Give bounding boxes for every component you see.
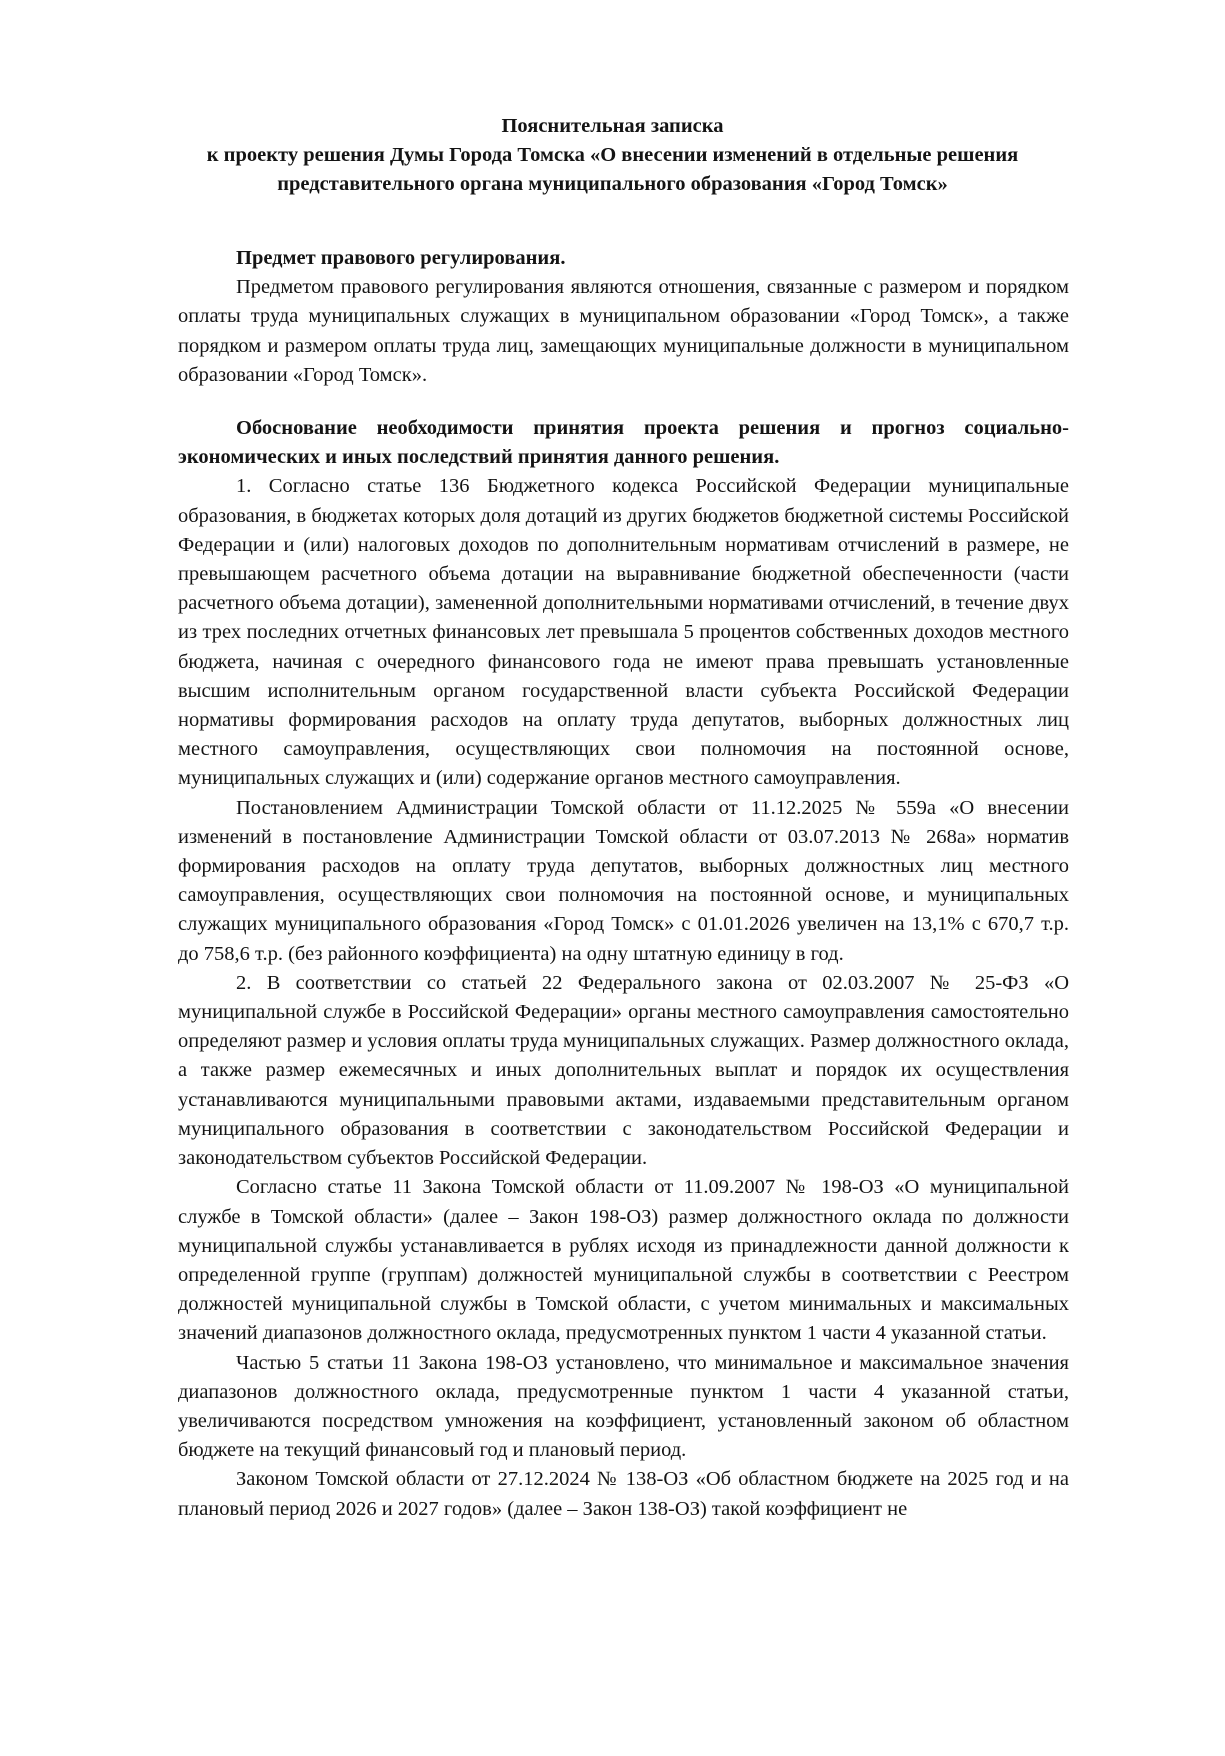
spacer	[178, 390, 1069, 414]
paragraph-federal-law: 2. В соответствии со статьей 22 Федерального закона от 02.03.2007 № 25-ФЗ «О муниципальной службе в Российской Федерации» органы местного самоуправления самостоятельно определяют размер и условия оплаты труда муниципальных служащих. Размер должностного оклада, а также размер ежемесячных и иных дополнительных выплат и порядок их осуществления устанавливаются муниципальными правовыми актами, издаваемыми представительным органом муниципального образования в соответствии с законодательством Российской Федерации и законодательством субъектов Российской Федерации.	[178, 971, 1069, 1170]
paragraph-budget-code: 1. Согласно статье 136 Бюджетного кодекса Российской Федерации муниципальные образования, в бюджетах которых доля дотаций из других бюджетов бюджетной системы Российской Федерации и (или) налоговых доходов по дополнительным нормативам отчислений в размере, не превышающем расчетного объема дотации на выравнивание бюджетной обеспеченности (части расчетного объема дотации), замененной дополнительными нормативами отчислений, в течение двух из трех последних отчетных финансовых лет превышала 5 процентов собственных доходов местного бюджета, начиная с очередного финансового года не имеют права превышать установленные высшим исполнительным органом государственной власти субъекта Российской Федерации нормативы формирования расходов на оплату труда депутатов, выборных должностных лиц местного самоуправления, осуществляющих свои полномочия на постоянной основе, муниципальных служащих и (или) содержание органов местного самоуправления.	[178, 475, 1069, 790]
section-heading-justification: Обоснование необходимости принятия проекта решения и прогноз социально-экономических и иных последствий принятия данного решения.	[178, 417, 1069, 469]
section-heading-subject: Предмет правового регулирования.	[236, 247, 566, 269]
title-line-3: представительного органа муниципального образования «Город Томск»	[277, 173, 948, 195]
document-title	[150, 112, 1075, 199]
paragraph-regional-law-138: Законом Томской области от 27.12.2024 № 138-ОЗ «Об областном бюджете на 2025 год и на плановый период 2026 и 2027 годов» (далее – Закон 138-ОЗ) такой коэффициент не	[178, 1468, 1069, 1520]
paragraph-subject: Предметом правового регулирования являются отношения, связанные с размером и порядком оплаты труда муниципальных служащих в муниципальном образовании «Город Томск», а также порядком и размером оплаты труда лиц, замещающих муниципальные должности в муниципальном образовании «Город Томск».	[178, 276, 1069, 386]
paragraph-part-5: Частью 5 статьи 11 Закона 198-ОЗ установлено, что минимальное и максимальное значения диапазонов должностного оклада, предусмотренные пунктом 1 части 4 указанной статьи, увеличиваются посредством умножения на коэффициент, установленный законом об областном бюджете на текущий финансовый год и плановый период.	[178, 1351, 1069, 1462]
paragraph-resolution: Постановлением Администрации Томской области от 11.12.2025 № 559а «О внесении изменений в постановление Администрации Томской области от 03.07.2013 № 268а» норматив формирования расходов на оплату труда депутатов, выборных должностных лиц местного самоуправления, осуществляющих свои полномочия на постоянной основе, и муниципальных служащих муниципального образования «Город Томск» с 01.01.2026 увеличен на 13,1% с 670,7 т.р. до 758,6 т.р. (без районного коэффициента) на одну штатную единицу в год.	[178, 796, 1069, 965]
title-line-1: Пояснительная записка	[501, 115, 724, 137]
title-line-2: к проекту решения Думы Города Томска «О внесении изменений в отдельные решения	[206, 144, 1019, 166]
document-body	[178, 244, 1069, 1524]
paragraph-regional-law-198: Согласно статье 11 Закона Томской области от 11.09.2007 № 198-ОЗ «О муниципальной службе в Томской области» (далее – Закон 198-ОЗ) размер должностного оклада по должности муниципальной службы устанавливается в рублях исходя из принадлежности данной должности к определенной группе (группам) должностей муниципальной службы в соответствии с Реестром должностей муниципальной службы в Томской области, с учетом минимальных и максимальных значений диапазонов должностного оклада, предусмотренных пунктом 1 части 4 указанной статьи.	[178, 1176, 1069, 1345]
